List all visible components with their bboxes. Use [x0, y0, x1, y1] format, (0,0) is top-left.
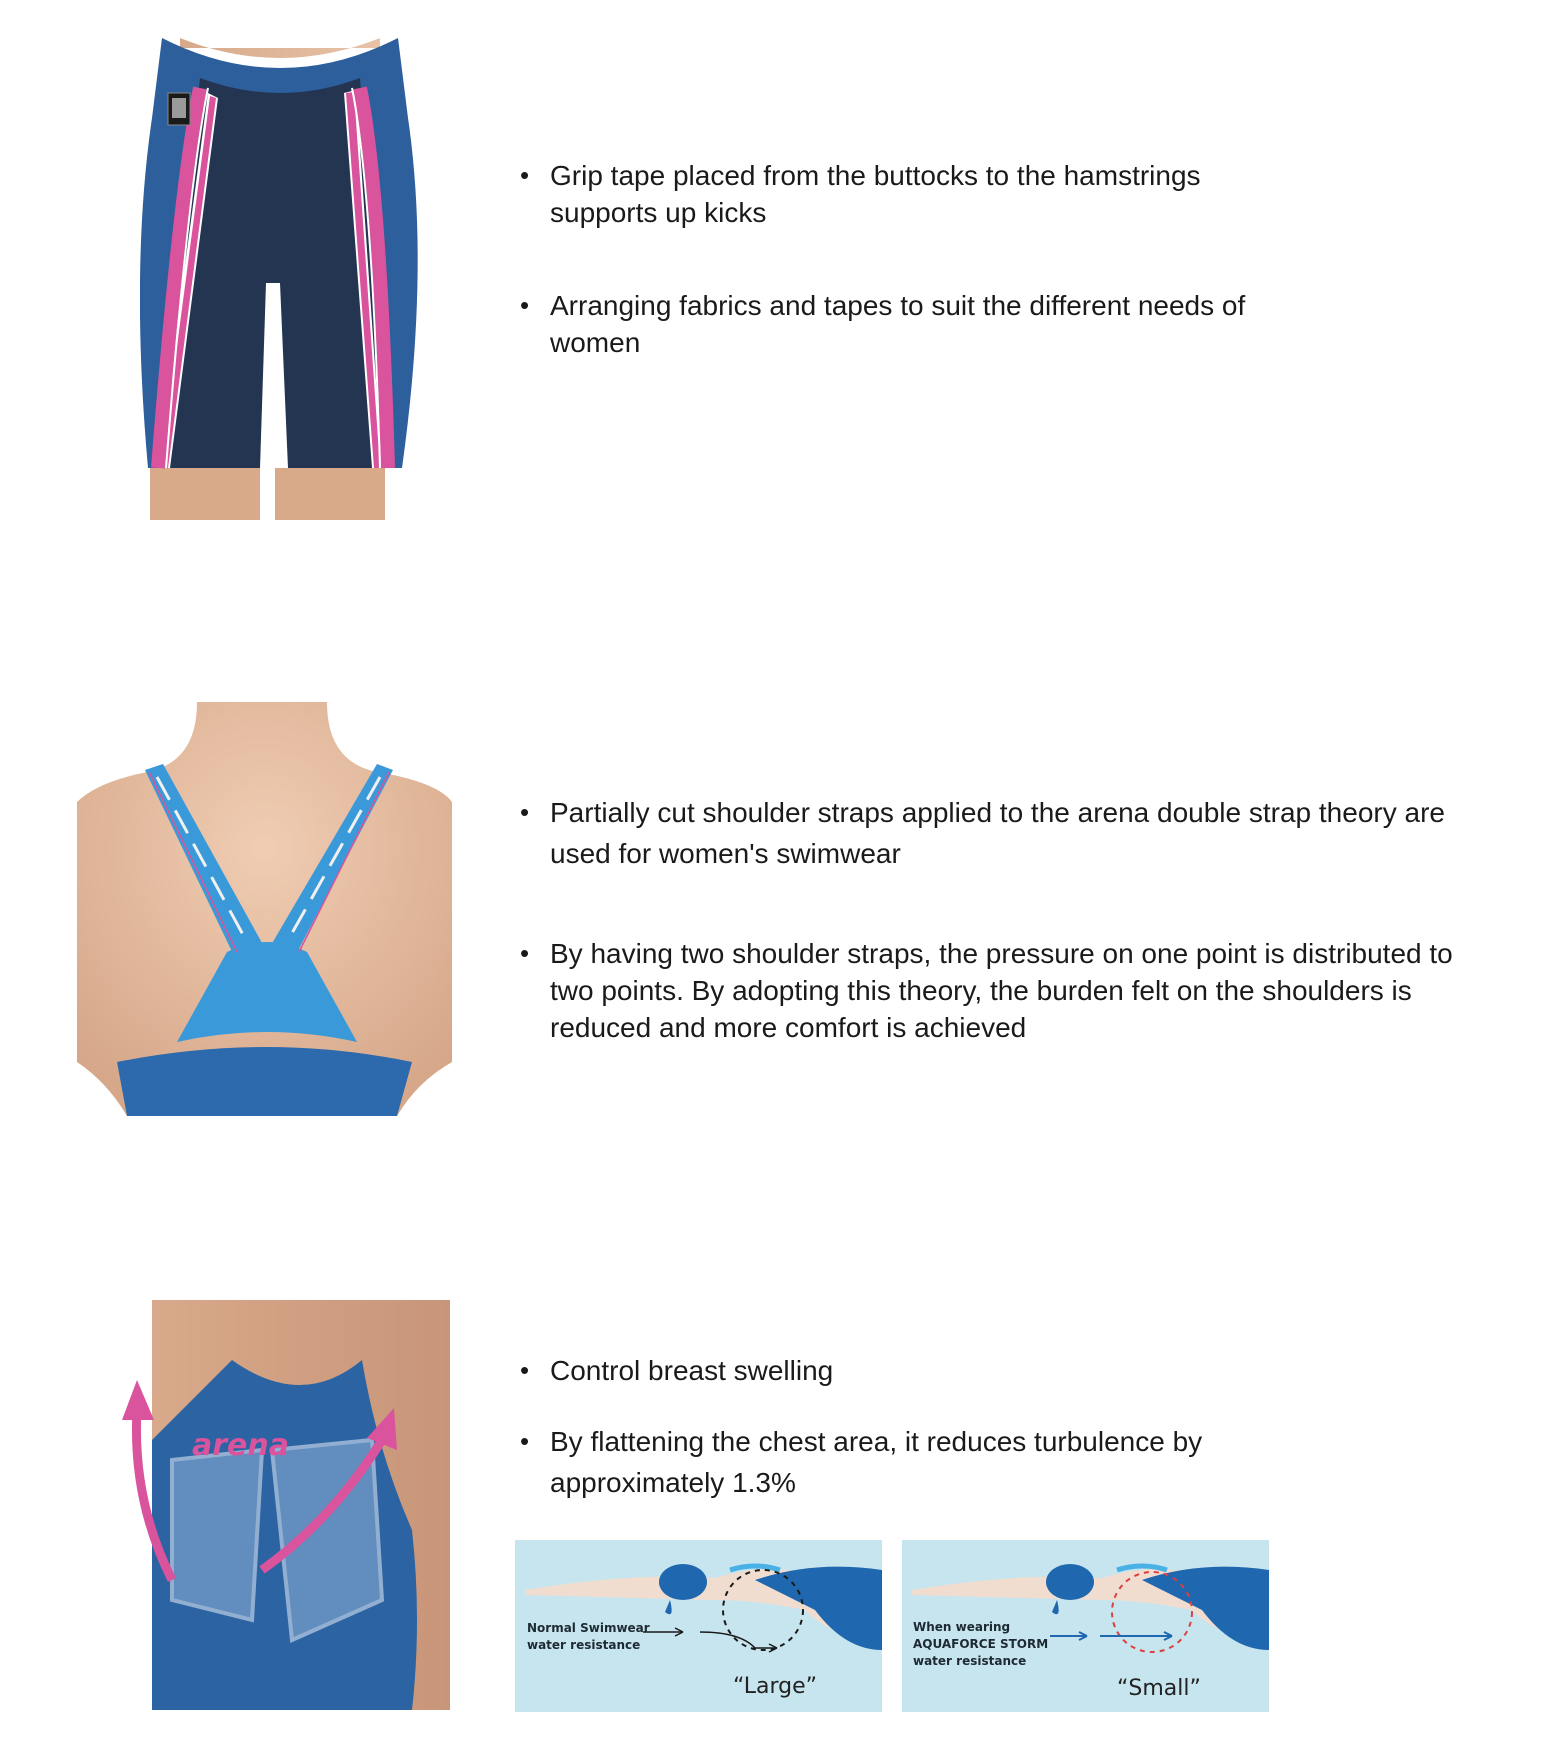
bullet-item: • Grip tape placed from the buttocks to the hamstrings supports up kicks: [520, 157, 1280, 231]
bullet-item: • Control breast swelling: [520, 1352, 1240, 1389]
diagram-label-line: water resistance: [913, 1654, 1027, 1668]
normal-swimwear-diagram: [515, 1540, 882, 1712]
resistance-result-large: “Large”: [733, 1674, 818, 1699]
diagram-label-line: AQUAFORCE STORM: [913, 1637, 1049, 1651]
double-strap-bullets: [520, 792, 1480, 1046]
arena-logo: arena: [192, 1428, 289, 1463]
diagram-label-line: water resistance: [527, 1638, 641, 1652]
chest-bullets: [520, 1352, 1240, 1503]
bullet-item: • Arranging fabrics and tapes to suit the different needs of women: [520, 287, 1280, 361]
bullet-item: • Partially cut shoulder straps applied to the arena double strap theory are used for women's swimwear: [520, 792, 1480, 874]
swimsuit-legs-image: [140, 38, 420, 520]
diagram-label-line: When wearing: [913, 1620, 1011, 1634]
bullet-item: • By having two shoulder straps, the pressure on one point is distributed to two points. By adopting this theory, the burden felt on the shoulders is reduced and more comfort is achieved: [520, 935, 1480, 1046]
bullet-item: • By flattening the chest area, it reduces turbulence by approximately 1.3%: [520, 1421, 1240, 1503]
resistance-result-small: “Small”: [1117, 1676, 1201, 1701]
diagram-label-line: Normal Swimwear: [527, 1621, 650, 1635]
swimsuit-back-image: [77, 702, 452, 1116]
grip-tape-bullets: [520, 157, 1280, 361]
aquaforce-storm-diagram: [902, 1540, 1269, 1712]
swimsuit-chest-image: [112, 1300, 450, 1710]
